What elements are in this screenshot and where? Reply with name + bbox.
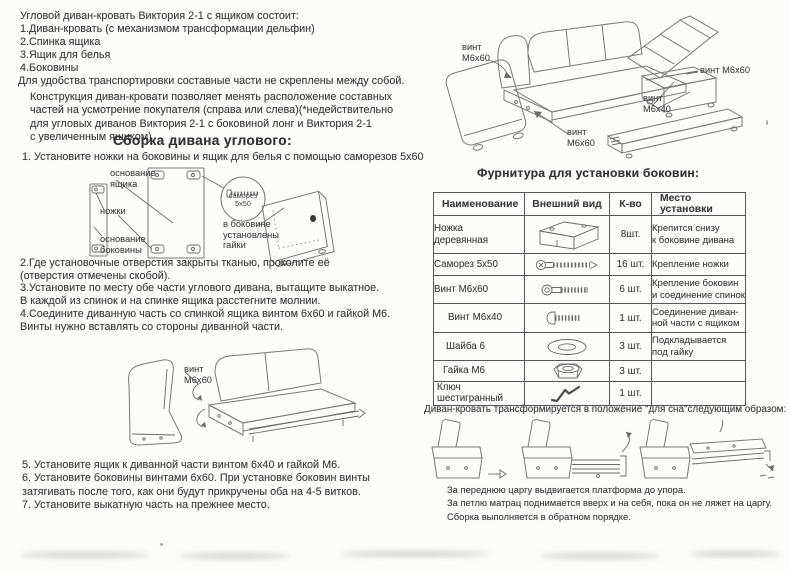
label-bolt-bottom: винт М6х60	[567, 127, 595, 148]
corner-sofa-drawing	[428, 10, 788, 168]
label-screw-callout: саморез 5х50	[228, 191, 258, 209]
transport-note: Для удобства транспортировки составные части не скреплены между собой.	[18, 75, 405, 87]
hw-qty: 3 шт.	[610, 361, 652, 382]
hw-name: Винт М6х60	[434, 276, 525, 304]
assembly-steps-5-7: 5. Установите ящик к диванной части винтом 6х40 и гайкой М6. 6. Установите боковины винтами 6х60. При установке боковин винты затягивать после того, как они будут прикручены оба на 4-5 витков. 7. Установите выкатную часть на прежнее место.	[22, 459, 370, 512]
intro-item-4: 4.Боковины	[20, 62, 79, 74]
assembly-step-1: 1. Установите ножки на боковины и ящик для белья с помощью саморезов 5х60	[22, 151, 424, 163]
scan-shadow	[540, 553, 660, 559]
label-join-bolt: винт М6х60	[184, 364, 212, 385]
assembly-steps-2-4: 2.Где установочные отверстия закрыты тканью, проколите её (отверстия отмечены скобой). 3.Установите по месту обе части углового дивана, вытащите выкатное. В каждой из спинок и на спинке ящика расстегните молнии. 4.Соедините диванную часть со спинкой ящика винтом 6х60 и гайкой М6. Винты нужно вставлять со стороны диванной части.	[20, 257, 391, 333]
hw-place	[652, 382, 746, 406]
hardware-heading: Фурнитура для установки боковин:	[477, 166, 700, 180]
hw-name: Шайба 6	[434, 333, 525, 361]
scan-shadow	[180, 553, 290, 559]
wooden-leg-icon	[528, 218, 606, 252]
scan-shadow	[690, 551, 780, 557]
hw-qty: 1 шт.	[610, 304, 652, 333]
corner-sofa-diagram	[428, 10, 788, 168]
table-row	[434, 333, 746, 361]
col-header-place: Место установки	[652, 193, 746, 216]
scan-artifact	[310, 215, 316, 222]
screw-icon	[535, 258, 599, 272]
hw-name: Саморез 5х50	[434, 254, 525, 276]
hw-name: Гайка М6	[434, 361, 525, 382]
hw-qty: 3 шт.	[610, 333, 652, 361]
col-header-name: Наименование	[434, 193, 525, 216]
bolt-m6x60-icon	[541, 283, 593, 297]
washer-icon	[541, 337, 593, 357]
intro-item-1: 1.Диван-кровать (с механизмом трансформации дельфин)	[20, 23, 315, 35]
table-row	[434, 254, 746, 276]
hw-place	[652, 361, 746, 382]
hex-key-icon	[548, 383, 586, 403]
intro-item-2: 2.Спинка ящика	[20, 36, 101, 48]
table-row	[434, 276, 746, 304]
intro-item-3: 3.Ящик для белья	[20, 49, 111, 61]
hw-qty: 16 шт.	[610, 254, 652, 276]
label-drawer-base: основание ящика	[110, 168, 156, 189]
hw-place: Подкладывается под гайку	[652, 333, 746, 361]
hw-qty: 1 шт.	[610, 382, 652, 406]
transform-intro: Диван-кровать трансформируется в положение "для сна"следующим образом:	[424, 404, 787, 415]
transform-drawing	[424, 416, 788, 484]
label-bolt-top-left: винт М6х60	[462, 42, 490, 63]
col-header-appearance: Внешний вид	[525, 193, 610, 216]
col-header-qty: К-во	[610, 193, 652, 216]
hw-place: Крепится снизу к боковине дивана	[652, 216, 746, 254]
join-diagram	[113, 343, 353, 455]
hw-qty: 6 шт.	[610, 276, 652, 304]
construction-note: Конструкция диван-кровати позволяет менять расположение составных частей на усмотрение покупателя (справа или слева)(*недействительно для угловых диванов Виктория 2-1 с боковиной лонг и Виктория 2-1 с увеличенным ящиком)	[30, 91, 394, 144]
label-legs: ножки	[100, 206, 126, 216]
scan-artifact	[160, 543, 163, 546]
table-row	[434, 361, 746, 382]
label-bolt-mid: винт М6х40	[643, 93, 671, 114]
hw-place: Крепление боковин и соединение спинок	[652, 276, 746, 304]
hw-name: Ножка деревянная	[434, 216, 525, 254]
label-nuts-in-side: в боковине установлены гайки	[223, 219, 279, 251]
scan-shadow	[20, 552, 150, 558]
hardware-table	[433, 192, 746, 406]
scan-shadow	[340, 551, 490, 557]
transform-diagram	[424, 416, 788, 484]
assembly-heading: Сборка дивана углового:	[113, 133, 292, 148]
hw-place: Соединение диван- ной части с ящиком	[652, 304, 746, 333]
transform-notes: За переднюю царгу выдвигается платформа до упора. За петлю матрац поднимается вверх и на себя, пока он не ляжет на царгу. Сборка выполняется в обратном порядке.	[447, 484, 773, 522]
label-side-base: основание боковины	[100, 234, 146, 255]
hardware-header-row	[434, 193, 746, 216]
hw-qty: 8шт.	[610, 216, 652, 254]
join-drawing	[113, 343, 353, 455]
table-row	[434, 382, 746, 406]
hw-place: Крепление ножки	[652, 254, 746, 276]
label-bolt-right: винт М6х60	[700, 65, 751, 75]
bolt-m6x40-icon	[545, 310, 589, 326]
intro-title: Угловой диван-кровать Виктория 2-1 с ящиком состоит:	[20, 10, 299, 22]
hw-name: Ключ шестигранный	[434, 382, 525, 406]
hw-name: Винт М6х40	[434, 304, 525, 333]
nut-icon	[546, 361, 588, 381]
scan-artifact	[766, 120, 768, 125]
table-row	[434, 304, 746, 333]
table-row	[434, 216, 746, 254]
